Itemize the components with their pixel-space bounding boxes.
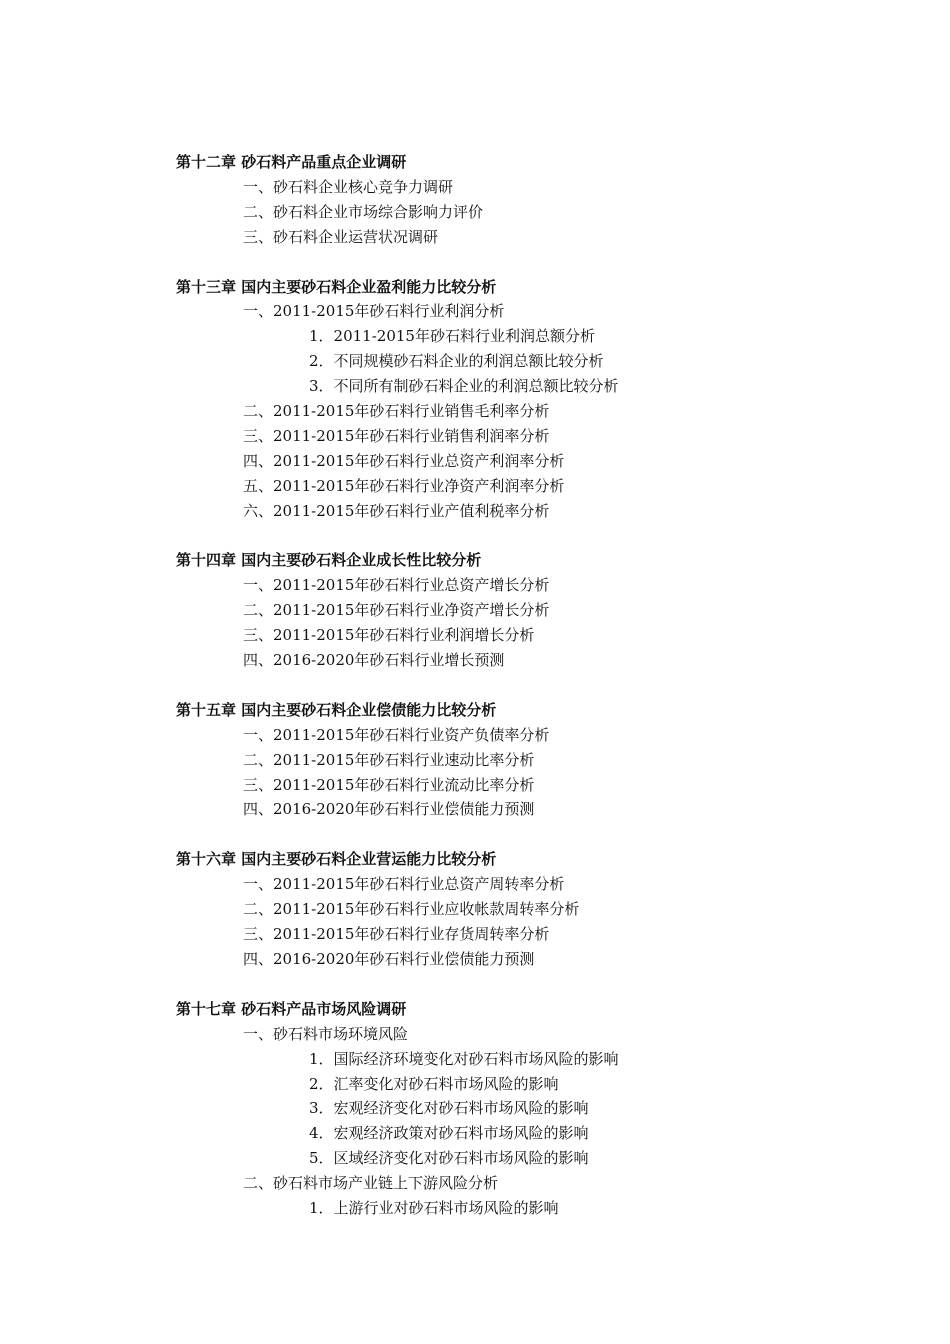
toc-item: 三、2011-2015年砂石料行业流动比率分析: [243, 775, 535, 794]
toc-item: 三、砂石料企业运营状况调研: [243, 227, 439, 246]
table-of-contents: [176, 150, 896, 1246]
toc-subitem: 1．2011-2015年砂石料行业利润总额分析: [309, 327, 595, 346]
toc-item: 五、2011-2015年砂石料行业净资产利润率分析: [243, 476, 565, 495]
toc-item: 四、2016-2020年砂石料行业偿债能力预测: [243, 800, 535, 819]
chapter-section: [176, 847, 896, 971]
toc-item: 二、砂石料企业市场综合影响力评价: [243, 202, 484, 221]
toc-subitem: 3．宏观经济变化对砂石料市场风险的影响: [309, 1099, 589, 1118]
toc-item: 六、2011-2015年砂石料行业产值利税率分析: [243, 501, 550, 520]
toc-subitem: 5．区域经济变化对砂石料市场风险的影响: [309, 1149, 589, 1168]
chapter-heading: 第十三章 国内主要砂石料企业盈利能力比较分析: [176, 277, 497, 296]
toc-item: 二、2011-2015年砂石料行业销售毛利率分析: [243, 402, 550, 421]
toc-subitem: 1．上游行业对砂石料市场风险的影响: [309, 1198, 559, 1217]
toc-item: 三、2011-2015年砂石料行业利润增长分析: [243, 626, 535, 645]
toc-item: 三、2011-2015年砂石料行业存货周转率分析: [243, 925, 550, 944]
toc-subitem: 2．汇率变化对砂石料市场风险的影响: [309, 1074, 559, 1093]
toc-item: 四、2016-2020年砂石料行业偿债能力预测: [243, 949, 535, 968]
chapter-heading: 第十五章 国内主要砂石料企业偿债能力比较分析: [176, 700, 497, 719]
chapter-heading: 第十二章 砂石料产品重点企业调研: [176, 153, 407, 171]
toc-item: 四、2016-2020年砂石料行业增长预测: [243, 651, 505, 670]
toc-subitem: 4．宏观经济政策对砂石料市场风险的影响: [309, 1124, 589, 1143]
toc-item: 一、2011-2015年砂石料行业总资产增长分析: [243, 576, 550, 595]
chapter-section: [176, 275, 896, 524]
toc-item: 二、2011-2015年砂石料行业速动比率分析: [243, 750, 535, 769]
chapter-section: [176, 698, 896, 822]
chapter-heading: 第十六章 国内主要砂石料企业营运能力比较分析: [176, 850, 497, 869]
toc-subitem: 1．国际经济环境变化对砂石料市场风险的影响: [309, 1049, 619, 1068]
toc-item: 一、砂石料企业核心竞争力调研: [243, 177, 454, 196]
toc-item: 四、2011-2015年砂石料行业总资产利润率分析: [243, 451, 565, 470]
toc-item: 一、2011-2015年砂石料行业利润分析: [243, 302, 505, 321]
chapter-heading: 第十七章 砂石料产品市场风险调研: [176, 999, 407, 1018]
chapter-heading: 第十四章 国内主要砂石料企业成长性比较分析: [176, 551, 482, 570]
chapter-section: [176, 997, 896, 1221]
toc-subitem: 3．不同所有制砂石料企业的利润总额比较分析: [309, 377, 619, 396]
toc-item: 二、砂石料市场产业链上下游风险分析: [243, 1174, 499, 1193]
toc-item: 一、2011-2015年砂石料行业资产负债率分析: [243, 725, 550, 744]
toc-item: 一、砂石料市场环境风险: [243, 1024, 409, 1043]
toc-item: 二、2011-2015年砂石料行业应收帐款周转率分析: [243, 900, 580, 919]
toc-item: 二、2011-2015年砂石料行业净资产增长分析: [243, 601, 550, 620]
toc-subitem: 2．不同规模砂石料企业的利润总额比较分析: [309, 352, 604, 371]
toc-item: 一、2011-2015年砂石料行业总资产周转率分析: [243, 875, 565, 894]
chapter-section: [176, 150, 896, 250]
chapter-section: [176, 548, 896, 672]
toc-item: 三、2011-2015年砂石料行业销售利润率分析: [243, 426, 550, 445]
